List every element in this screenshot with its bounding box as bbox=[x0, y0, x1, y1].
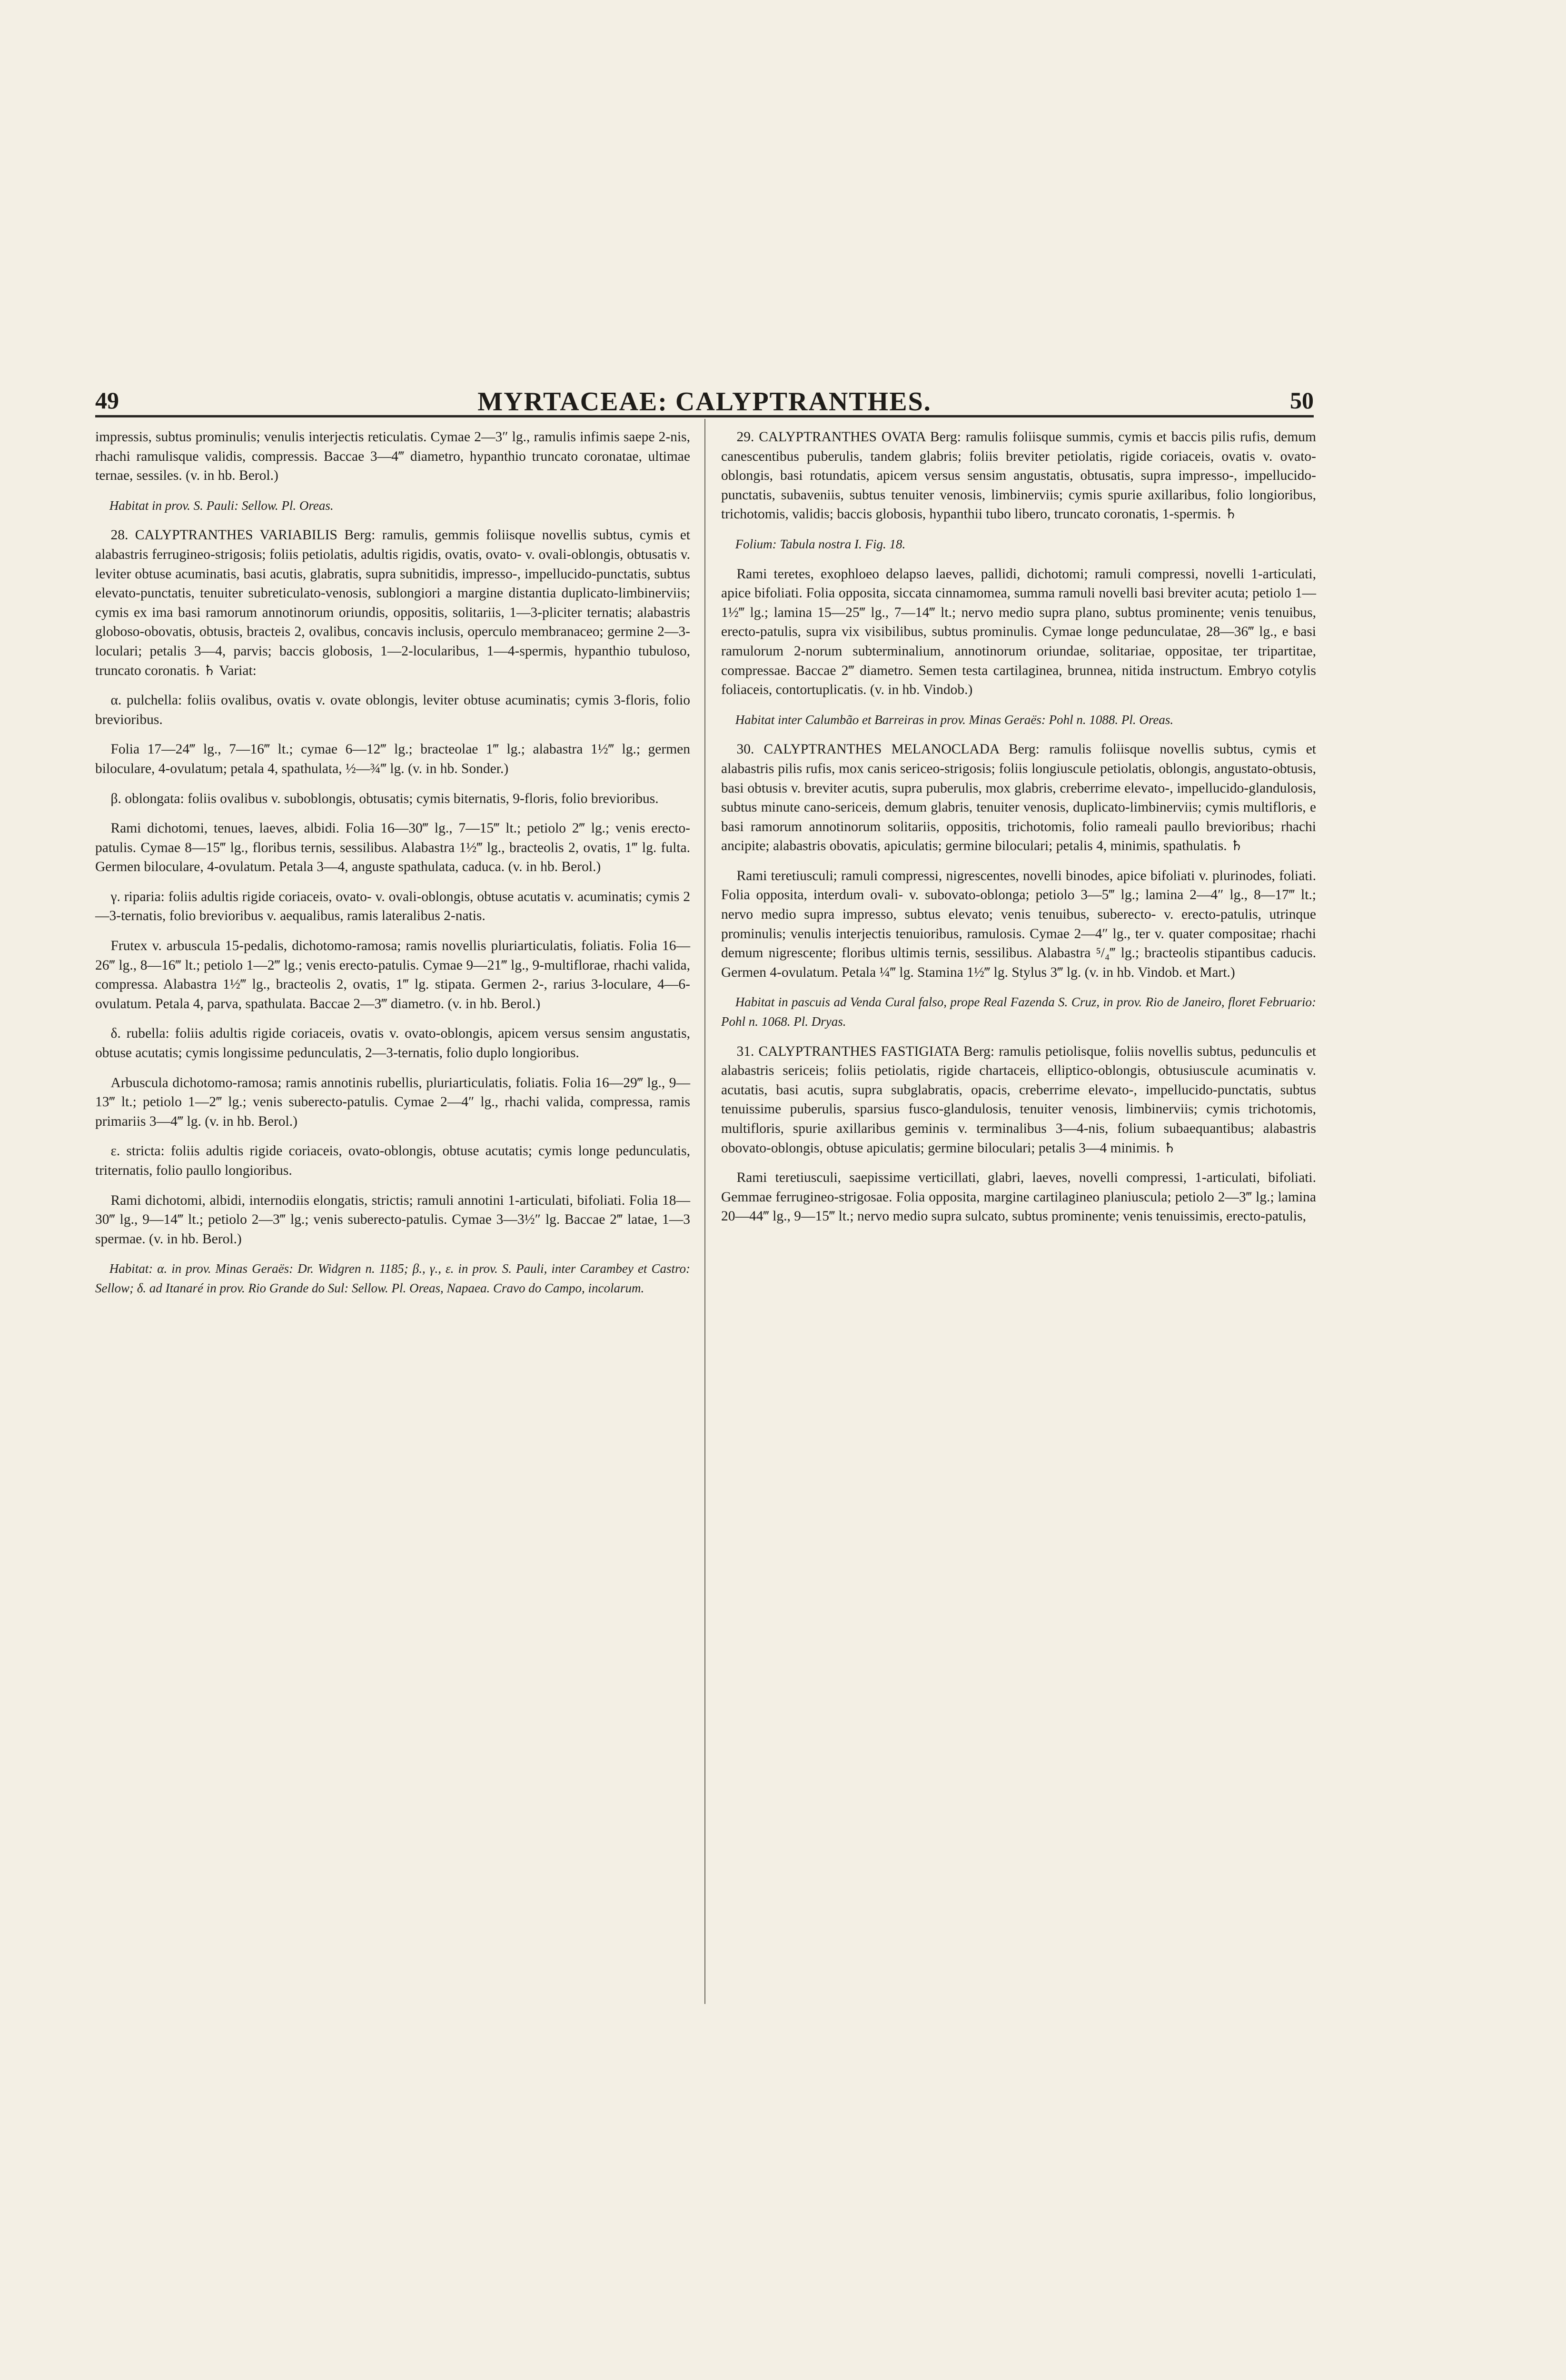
habitat-note: Habitat in prov. S. Pauli: Sellow. Pl. Oreas. bbox=[109, 498, 334, 513]
paragraph: Rami dichotomi, albidi, internodiis elongatis, strictis; ramuli annotini 1-articulati, bifoliati. Folia 18—30‴ lg., 9—14‴ lt.; petiolo 2—3‴ lg.; venis suberecto-patulis. Cymae 3—3½″ lg. Baccae 2‴ latae, 1—3 spermae. (v. in hb. Berol.) bbox=[95, 1192, 690, 1247]
variety-delta: δ. rubella: foliis adultis rigide coriaceis, ovatis v. ovato-oblongis, apicem versus sensim angustatis, obtuse acutatis; cymis longissime pedunculatis, 2—3-ternatis, folio duplo longioribus. bbox=[95, 1026, 690, 1061]
running-title: MYRTACEAE: CALYPTRANTHES. bbox=[477, 387, 932, 416]
paragraph: Rami teretes, exophloeo delapso laeves, pallidi, dichotomi; ramuli compressi, novelli 1-articulati, apice bifoliati. Folia opposita, siccata cinnamomea, summa ramuli novelli basi breviter acuta; petiolo 1—1½‴ lg.; lamina 15—25‴ lg., 7—14‴ lt.; nervo medio supra plano, subtus prominente; venis tenuibus, erecto-patulis, supra vix visibilibus, subtus prominulis. Cymae longe pedunculatae, 28—36‴ lg., e basi ramulorum 2-norum subterminalium, annotinorum oriundae, solitariae, oppositae, ter tripartitae, compressae. Baccae 2‴ diametro. Semen testa cartilaginea, brunnea, nitida instructum. Embryo cotylis foliaceis, contortuplicatis. (v. in hb. Vindob.) bbox=[721, 566, 1316, 698]
left-column bbox=[95, 427, 690, 1309]
paragraph: Rami dichotomi, tenues, laeves, albidi. Folia 16—30‴ lg., 7—15‴ lt.; petiolo 2‴ lg.; venis erecto-patulis. Cymae 8—15‴ lg., floribus ternis, sessilibus. Alabastra 1½‴ lg., bracteolis 2, ovatis, 1‴ lg. fulta. Germen biloculare, 4-ovulatum. Petala 3—4, anguste spathulata, caduca. (v. in hb. Berol.) bbox=[95, 821, 690, 875]
paragraph: impressis, subtus prominulis; venulis interjectis reticulatis. Cymae 2—3″ lg., ramulis infimis saepe 2-nis, rhachi ramulisque validis, compressis. Baccae 3—4‴ diametro, hypanthio truncato coronatae, ultimae ternae, sessiles. (v. in hb. Berol.) bbox=[95, 429, 690, 484]
habitat-note: Habitat inter Calumbão et Barreiras in prov. Minas Geraës: Pohl n. 1088. Pl. Oreas. bbox=[735, 712, 1174, 727]
species-entry-31: 31. CALYPTRANTHES FASTIGIATA Berg: ramulis petiolisque, foliis novellis subtus, pedunculis et alabastris sericeis; foliis petiolatis, rigide chartaceis, elliptico-oblongis, obtusiuscule acuminatis v. acutatis, basi acutis, supra subglabratis, opacis, creberrime elevato-, impellucido-punctatis, subtus tenuissime puberulis, sparsius fusco-glandulosis, tenuiter venosis, limbinerviis; cymis trichotomis, multifloris, spurie axillaribus geminis v. terminalibus 3—4-nis, folium subaequantibus; alabastris obovato-oblongis, obtuse apiculatis; germine biloculari; petalis 3—4 minimis. ♄ bbox=[721, 1043, 1316, 1156]
column-divider bbox=[704, 419, 705, 2004]
paragraph: Arbuscula dichotomo-ramosa; ramis annotinis rubellis, pluriarticulatis, foliatis. Folia 16—29‴ lg., 9—13‴ lt.; petiolo 1—2‴ lg.; venis suberecto-patulis. Cymae 2—4″ lg., rhachi valida, compressa, ramis primariis 3—4‴ lg. (v. in hb. Berol.) bbox=[95, 1075, 690, 1129]
variety-alpha: α. pulchella: foliis ovalibus, ovatis v. ovate oblongis, leviter obtuse acuminatis; cymis 3-floris, folio brevioribus. bbox=[95, 693, 690, 727]
species-entry-29: 29. CALYPTRANTHES OVATA Berg: ramulis foliisque summis, cymis et baccis pilis rufis, demum canescentibus puberulis, tandem glabris; foliis breviter petiolatis, rigide coriaceis, ovatis v. ovato-oblongis, basi rotundatis, apicem versus sensim angustatis, obtusatis, supra impresso-, impellucido-punctatis, subaveniis, subtus tenuiter venosis, limbinerviis; cymis spurie axillaribus, folio longioribus, trichotomis, validis; baccis globosis, hypanthii tubo libero, truncato coronatis, 1-spermis. ♄ bbox=[721, 429, 1316, 522]
paragraph: Folia 17—24‴ lg., 7—16‴ lt.; cymae 6—12‴ lg.; bracteolae 1‴ lg.; alabastra 1½‴ lg.; germen biloculare, 4-ovulatum; petala 4, spathulata, ½—¾‴ lg. (v. in hb. Sonder.) bbox=[95, 742, 690, 776]
habitat-note: Habitat in pascuis ad Venda Cural falso, prope Real Fazenda S. Cruz, in prov. Rio de Janeiro, floret Februario: Pohl n. 1068. Pl. Dryas. bbox=[721, 995, 1316, 1029]
paragraph: Frutex v. arbuscula 15-pedalis, dichotomo-ramosa; ramis novellis pluriarticulatis, foliatis. Folia 16—26‴ lg., 8—16‴ lt.; petiolo 1—2‴ lg.; venis erecto-patulis. Cymae 9—21‴ lg., 9-multiflorae, rhachi valida, compressa. Alabastra 1½‴ lg., bracteolis 2, ovatis, 1‴ lg. stipata. Germen 2-, rarius 3-loculare, 4—6-ovulatum. Petala 4, parva, spathulata. Baccae 2—3‴ diametro. (v. in hb. Berol.) bbox=[95, 938, 690, 1012]
paragraph: Rami teretiusculi; ramuli compressi, nigrescentes, novelli binodes, apice bifoliati v. plurinodes, foliati. Folia opposita, interdum ovali- v. subovato-oblonga; petiolo 3—5‴ lg.; lamina 2—4″ lg., 8—17‴ lt.; nervo medio supra impresso, subtus elevato; venis tenuibus, suberecto- v. erecto-patulis, utrinque prominulis; venulis interjectis tenuioribus, ramulosis. Cymae 2—4″ lg., ter v. quater compositae; rhachi demum nigrescente; floribus ultimis ternis, sessilibus. Alabastra ⁵/₄‴ lg.; bracteolis stipantibus caducis. Germen 4-ovulatum. Petala ¼‴ lg. Stamina 1½‴ lg. Stylus 3‴ lg. (v. in hb. Vindob. et Mart.) bbox=[721, 868, 1316, 980]
right-page-number: 50 bbox=[1290, 387, 1314, 414]
species-entry-30: 30. CALYPTRANTHES MELANOCLADA Berg: ramulis foliisque novellis subtus, cymis et alabastris pilis rufis, mox canis sericeo-strigosis; foliis longiuscule petiolatis, oblongis, angustato-obtusis, basi obtusis v. breviter acutis, supra puberulis, mox glabris, creberrime elevato-, impellucido-glandulosis, subtus minute cano-sericeis, demum glabris, tenuiter venosis, duplicato-limbinerviis; cymis multifloris, e basi ramorum annotinorum solitariis, oppositis, trichotomis, folio rameali paullo brevioribus; rhachi ancipite; alabastris obovatis, apiculatis; germine biloculari; petalis 4, minimis, spathulatis. ♄ bbox=[721, 742, 1316, 854]
figure-reference: Folium: Tabula nostra I. Fig. 18. bbox=[735, 536, 906, 551]
species-entry-28: 28. CALYPTRANTHES VARIABILIS Berg: ramulis, gemmis foliisque novellis subtus, cymis et alabastris ferrugineo-strigosis; foliis petiolatis, adultis rigidis, ovatis, ovato- v. ovali-oblongis, obtusatis v. leviter obtuse acuminatis, basi acutis, glabratis, supra subnitidis, impresso-, impellucido-punctatis, subtus elevato-punctatis, tenuiter subreticulato-venosis, sublongiori a margine distantia duplicato-limbinerviis; cymis ex ima basi ramorum annotinorum oriundis, oppositis, solitariis, 1—3-pliciter ternatis; alabastris globoso-obovatis, obtusis, bracteis 2, ovalibus, concavis inclusis, operculo membranaceo; germine 2—3-loculari; petalis 3—4, parvis; baccis globosis, 1—2-locularibus, 1—4-spermis, hypanthio tubuloso, truncato coronatis. ♄ Variat: bbox=[95, 527, 690, 678]
habitat-note: Habitat: α. in prov. Minas Geraës: Dr. Widgren n. 1185; β., γ., ε. in prov. S. Pauli, inter Carambey et Castro: Sellow; δ. ad Itanaré in prov. Rio Grande do Sul: Sellow. Pl. Oreas, Napaea. Cravo do Campo, incolarum. bbox=[95, 1261, 690, 1295]
variety-beta: β. oblongata: foliis ovalibus v. suboblongis, obtusatis; cymis biternatis, 9-floris, folio brevioribus. bbox=[110, 791, 659, 806]
header-rule bbox=[95, 415, 1314, 417]
left-page-number: 49 bbox=[95, 387, 119, 414]
variety-gamma: γ. riparia: foliis adultis rigide coriaceis, ovato- v. ovali-oblongis, obtuse acutatis v. acuminatis; cymis 2—3-ternatis, folio brevioribus v. aequalibus, ramis lateralibus 2-natis. bbox=[95, 889, 690, 924]
right-column bbox=[721, 427, 1316, 1237]
variety-epsilon: ε. stricta: foliis adultis rigide coriaceis, ovato-oblongis, obtuse acutatis; cymis longe pedunculatis, triternatis, folio paullo longioribus. bbox=[95, 1143, 690, 1178]
paragraph: Rami teretiusculi, saepissime verticillati, glabri, laeves, novelli compressi, 1-articulati, bifoliati. Gemmae ferrugineo-strigosae. Folia opposita, margine cartilagineo planiuscula; petiolo 2—3‴ lg.; lamina 20—44‴ lg., 9—15‴ lt.; nervo medio supra sulcato, subtus prominente; venis tenuissimis, erecto-patulis, bbox=[721, 1170, 1316, 1224]
